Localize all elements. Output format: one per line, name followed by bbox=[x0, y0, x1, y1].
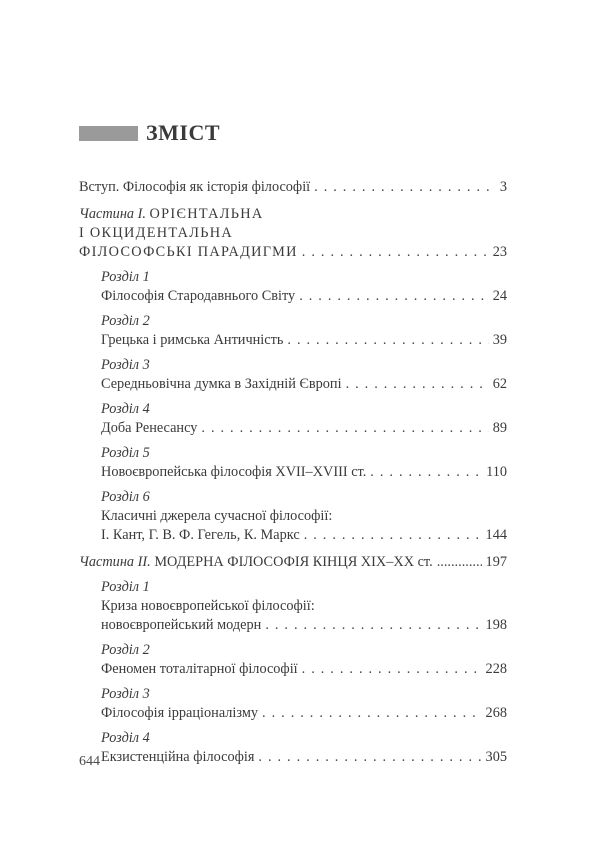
section-title: Доба Ренесансу bbox=[101, 420, 198, 436]
toc-section[interactable] bbox=[79, 729, 507, 767]
toc-page: 198 bbox=[485, 617, 507, 633]
toc-section[interactable] bbox=[79, 641, 507, 679]
leader-dots bbox=[265, 616, 481, 635]
toc-page: 39 bbox=[492, 332, 507, 348]
section-label: Розділ 4 bbox=[101, 730, 150, 746]
toc-page: 3 bbox=[499, 179, 507, 195]
leader-dots bbox=[304, 526, 482, 545]
toc-section[interactable] bbox=[79, 356, 507, 394]
leader-dots bbox=[299, 287, 489, 306]
section-title: Середньовічна думка в Західній Європі bbox=[101, 376, 342, 392]
leader-dots bbox=[314, 178, 496, 197]
toc-page: 268 bbox=[485, 705, 507, 721]
section-title: Грецька і римська Античність bbox=[101, 332, 284, 348]
section-label: Розділ 1 bbox=[101, 579, 150, 595]
toc-section[interactable] bbox=[79, 312, 507, 350]
section-title: Екзистенційна філософія bbox=[101, 749, 255, 765]
toc-page: 110 bbox=[486, 464, 507, 480]
toc-page: 197 bbox=[485, 554, 507, 570]
toc-heading bbox=[79, 119, 220, 147]
toc-section[interactable] bbox=[79, 268, 507, 306]
toc-entry-intro[interactable] bbox=[79, 178, 507, 197]
leader-dots bbox=[346, 375, 489, 394]
toc-page: 23 bbox=[492, 244, 507, 260]
leader-dots bbox=[262, 704, 482, 723]
toc-page: 24 bbox=[492, 288, 507, 304]
section-title: Криза новоєвропейської філософії: bbox=[101, 598, 315, 614]
toc-page: 228 bbox=[485, 661, 507, 677]
part-label: Частина I. bbox=[79, 206, 146, 222]
section-label: Розділ 6 bbox=[101, 489, 150, 505]
section-label: Розділ 2 bbox=[101, 642, 150, 658]
section-title: Феномен тоталітарної філософії bbox=[101, 661, 298, 677]
leader-dots bbox=[302, 660, 482, 679]
toc-entry-title: Вступ. Філософія як історія філософії bbox=[79, 179, 311, 195]
leader-dots bbox=[258, 748, 481, 767]
section-label: Розділ 3 bbox=[101, 357, 150, 373]
toc-page: 144 bbox=[485, 527, 507, 543]
section-title: Новоєвропейська філософія XVII–XVIII ст. bbox=[101, 464, 367, 480]
section-title: Філософія Стародавнього Світу bbox=[101, 288, 296, 304]
section-title: Класичні джерела сучасної філософії: bbox=[101, 508, 333, 524]
toc-section[interactable] bbox=[79, 488, 507, 545]
toc-section[interactable] bbox=[79, 400, 507, 438]
leader-dots bbox=[370, 463, 482, 482]
part-title-line: І ОКЦИДЕНТАЛЬНА bbox=[79, 225, 234, 241]
page-number: 644 bbox=[79, 754, 100, 769]
leader-dots bbox=[201, 419, 488, 438]
table-of-contents bbox=[79, 178, 507, 767]
part-title-line: ОРІЄНТАЛЬНА bbox=[149, 206, 264, 222]
leader-dots bbox=[287, 331, 488, 350]
leader-dots bbox=[437, 553, 482, 572]
section-label: Розділ 5 bbox=[101, 445, 150, 461]
leader-dots bbox=[302, 243, 489, 262]
toc-part-1[interactable] bbox=[79, 205, 507, 262]
section-title: новоєвропейський модерн bbox=[101, 617, 262, 633]
section-label: Розділ 1 bbox=[101, 269, 150, 285]
section-title: І. Кант, Г. В. Ф. Гегель, К. Маркс bbox=[101, 527, 300, 543]
toc-page: 62 bbox=[492, 376, 507, 392]
toc-page: 89 bbox=[492, 420, 507, 436]
page-title: ЗМІСТ bbox=[146, 120, 220, 145]
section-title: Філософія ірраціоналізму bbox=[101, 705, 259, 721]
part-title-line: ФІЛОСОФСЬКІ ПАРАДИГМИ bbox=[79, 244, 298, 260]
section-label: Розділ 3 bbox=[101, 686, 150, 702]
section-label: Розділ 4 bbox=[101, 401, 150, 417]
toc-page: 305 bbox=[485, 749, 507, 765]
part-title: МОДЕРНА ФІЛОСОФІЯ КІНЦЯ XIX–XX ст. bbox=[154, 554, 433, 570]
toc-part-2[interactable] bbox=[79, 553, 507, 572]
part-label: Частина II. bbox=[79, 554, 151, 570]
toc-section[interactable] bbox=[79, 578, 507, 635]
heading-bar bbox=[79, 126, 138, 141]
section-label: Розділ 2 bbox=[101, 313, 150, 329]
toc-section[interactable] bbox=[79, 685, 507, 723]
toc-section[interactable] bbox=[79, 444, 507, 482]
